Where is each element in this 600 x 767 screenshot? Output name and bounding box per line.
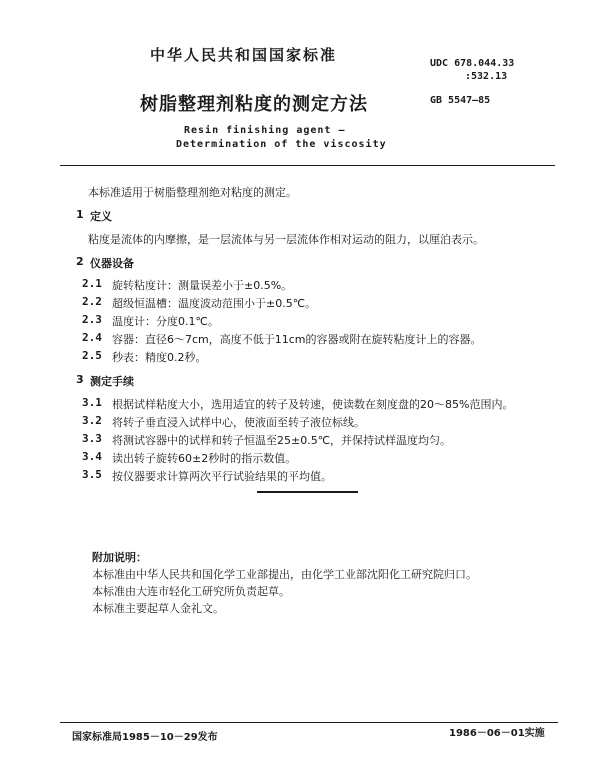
footer-rule (60, 722, 558, 723)
standard-title: 中华人民共和国国家标准 (150, 46, 338, 64)
section-1-title: 定义 (90, 210, 112, 223)
english-title-line2: Determination of the viscosity (176, 139, 387, 150)
item-2-5-number: 2.5 (82, 349, 102, 362)
section-2-number: 2 (76, 255, 84, 268)
effective-date: 1986－06－01实施 (449, 728, 545, 739)
item-3-3-number: 3.3 (82, 432, 102, 445)
section-3-number: 3 (76, 373, 84, 386)
notes-line-3: 本标准主要起草人金礼文。 (92, 602, 224, 615)
item-2-5-text: 秒表：精度0.2秒。 (112, 351, 207, 364)
udc-code-continued: :532.13 (465, 71, 508, 82)
item-3-2-text: 将转子垂直浸入试样中心，使液面至转子液位标线。 (112, 416, 365, 429)
section-1-text: 粘度是流体的内摩擦，是一层流体与另一层流体作相对运动的阻力，以厘泊表示。 (88, 233, 484, 246)
item-2-4-number: 2.4 (82, 331, 102, 344)
item-2-3-text: 温度计：分度0.1℃。 (112, 315, 219, 328)
item-3-1-number: 3.1 (82, 396, 102, 409)
section-3-title: 测定手续 (90, 375, 134, 388)
item-3-3-text: 将测试容器中的试样和转子恒温至25±0.5℃，并保持试样温度均匀。 (112, 434, 452, 447)
item-3-5-number: 3.5 (82, 468, 102, 481)
item-3-2-number: 3.2 (82, 414, 102, 427)
item-3-4-text: 读出转子旋转60±2秒时的指示数值。 (112, 452, 297, 465)
item-3-5-text: 按仪器要求计算两次平行试验结果的平均值。 (112, 470, 332, 483)
scope-statement: 本标准适用于树脂整理剂绝对粘度的测定。 (88, 186, 297, 199)
item-3-1-text: 根据试样粘度大小，选用适宜的转子及转速，使读数在刻度盘的20～85%范围内。 (112, 398, 514, 411)
item-2-2-text: 超级恒温槽：温度波动范围小于±0.5℃。 (112, 297, 317, 310)
item-3-4-number: 3.4 (82, 450, 102, 463)
document-title: 树脂整理剂粘度的测定方法 (140, 94, 368, 115)
end-rule (257, 491, 358, 493)
notes-line-1: 本标准由中华人民共和国化学工业部提出，由化学工业部沈阳化工研究院归口。 (92, 568, 477, 581)
issued-date: 国家标准局1985－10－29发布 (72, 732, 218, 743)
udc-code: UDC 678.044.33 (430, 58, 515, 69)
notes-heading: 附加说明： (92, 551, 147, 564)
item-2-1-text: 旋转粘度计：测量误差小于±0.5%。 (112, 279, 293, 292)
item-2-2-number: 2.2 (82, 295, 102, 308)
notes-line-2: 本标准由大连市轻化工研究所负责起草。 (92, 585, 290, 598)
item-2-4-text: 容器：直径6～7cm，高度不低于11cm的容器或附在旋转粘度计上的容器。 (112, 333, 482, 346)
section-1-number: 1 (76, 208, 84, 221)
english-title-line1: Resin finishing agent — (184, 125, 346, 136)
gb-number: GB 5547—85 (430, 95, 491, 106)
item-2-3-number: 2.3 (82, 313, 102, 326)
section-2-title: 仪器设备 (90, 257, 134, 270)
header-rule (60, 165, 555, 166)
item-2-1-number: 2.1 (82, 277, 102, 290)
